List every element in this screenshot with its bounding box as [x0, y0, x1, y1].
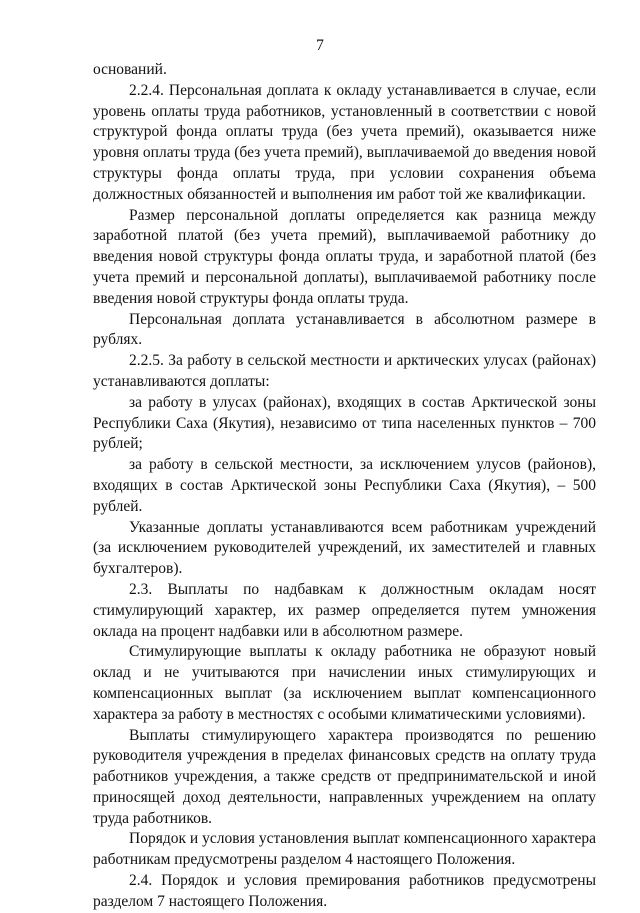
list-item-rural-areas: за работу в сельской местности, за исключением улусов (районов), входящих в состав Арктической зоны Республики Саха (Якутия), – 500 рублей.: [93, 456, 596, 515]
document-body: [93, 60, 596, 913]
paragraph-continuation: оснований.: [93, 61, 167, 78]
paragraph-personal-allowance-rubles: Персональная доплата устанавливается в абсолютном размере в рублях.: [93, 310, 596, 349]
paragraph-2-2-5: 2.2.5. За работу в сельской местности и арктических улусах (районах) устанавливаются доплаты:: [93, 352, 596, 390]
paragraph-2-2-4: 2.2.4. Персональная доплата к окладу устанавливается в случае, если уровень оплаты труда работников, установленный в соответствии с новой структурой фонда оплаты труда (без учета премий), оказывается ниже уровня оплаты труда (без учета премий), выплачиваемой до введения новой структуры фонда оплаты труда, при условии сохранения объема должностных обязанностей и выполнения им работ той же квалификации.: [93, 81, 596, 203]
list-item-arctic-uluses: за работу в улусах (районах), входящих в состав Арктической зоны Республики Саха (Якутия), независимо от типа населенных пунктов – 700 рублей;: [93, 393, 596, 453]
paragraph-stimulating-payments: Стимулирующие выплаты к окладу работника не образуют новый оклад и не учитываются при начислении иных стимулирующих и компенсационных выплат (за исключением выплат компенсационного характера за работу в местностях с особыми климатическими условиями).: [93, 643, 596, 723]
page-number: 7: [316, 37, 324, 54]
paragraph-personal-allowance-size: Размер персональной доплаты определяется как разница между заработной платой (без учета премий), выплачиваемой работнику до введения новой структуры фонда оплаты труда, и заработной платой (без учета премий и персональной доплаты), выплачиваемой работнику после введения новой структуры фонда оплаты труда.: [93, 206, 596, 307]
paragraph-2-3: 2.3. Выплаты по надбавкам к должностным окладам носят стимулирующий характер, их размер определяется путем умножения оклада на процент надбавки или в абсолютном размере.: [93, 580, 596, 640]
paragraph-2-4: 2.4. Порядок и условия премирования работников предусмотрены разделом 7 настоящего Положения.: [93, 872, 596, 910]
paragraph-stimulating-decision: Выплаты стимулирующего характера производятся по решению руководителя учреждения в пределах финансовых средств на оплату труда работников учреждения, а также средств от предпринимательской и иной приносящей доход деятельности, направленных учреждением на оплату труда работников.: [93, 726, 596, 827]
paragraph-allowance-recipients: Указанные доплаты устанавливаются всем работникам учреждений (за исключением руководителей учреждений, их заместителей и главных бухгалтеров).: [93, 518, 596, 578]
paragraph-compensation-procedure: Порядок и условия установления выплат компенсационного характера работникам предусмотрены разделом 4 настоящего Положения.: [93, 830, 596, 869]
